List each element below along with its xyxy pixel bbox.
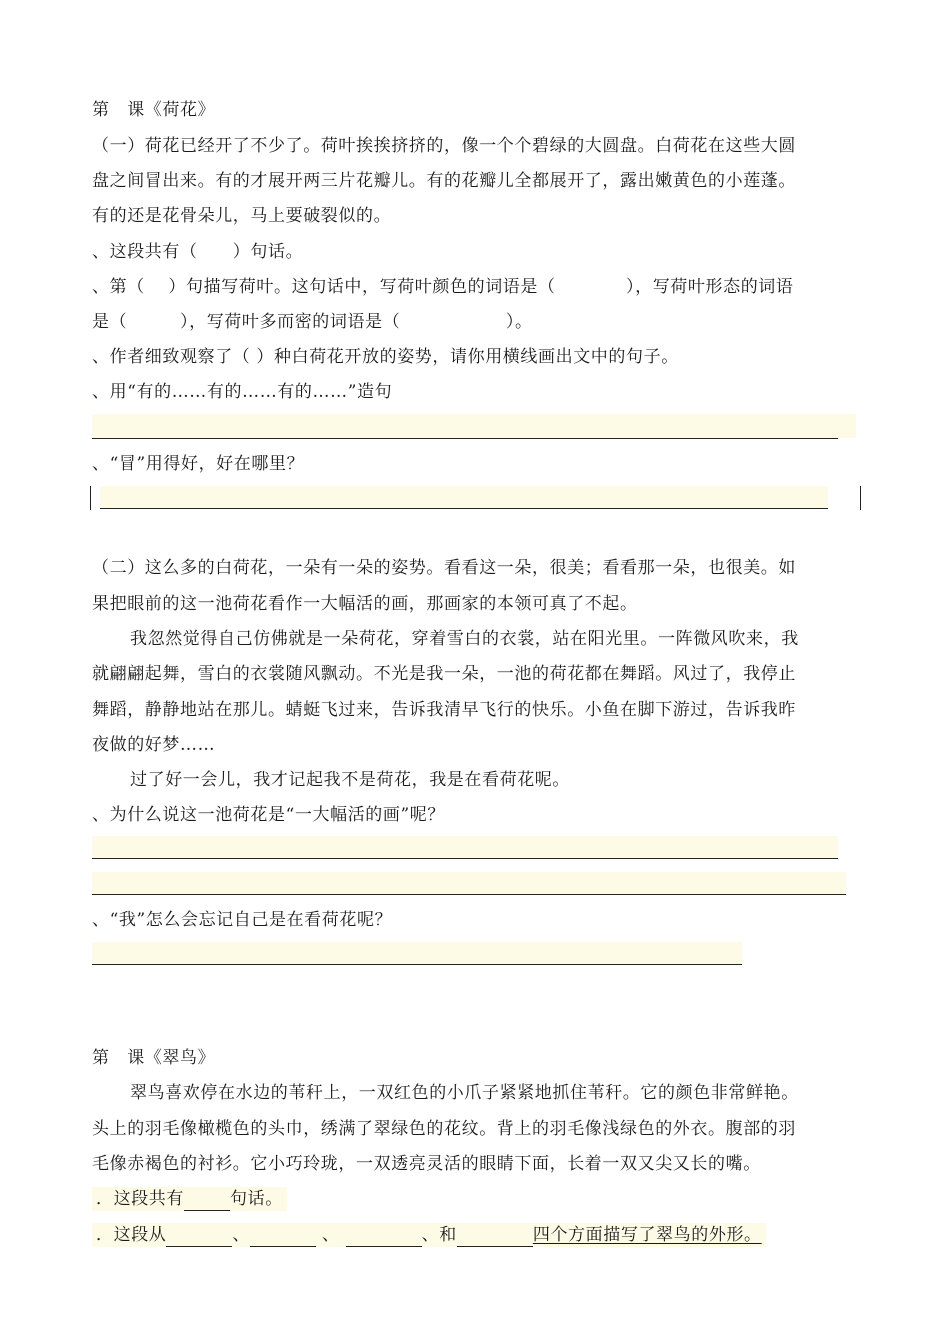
lesson1-title: 第 课《荷花》 [92,100,216,120]
passage1-line: 盘之间冒出来。有的才展开两三片花瓣儿。有的花瓣儿全都展开了，露出嫩黄色的小莲蓬。 [92,171,796,191]
passage3-line: 舞蹈，静静地站在那儿。蜻蜓飞过来，告诉我清早飞行的快乐。小鱼在脚下游过，告诉我昨 [92,700,796,720]
answer-line-q6b[interactable] [92,872,846,895]
margin-bar [860,486,861,510]
margin-bar [90,486,91,510]
lesson2-q2-box [92,1223,766,1247]
lesson2-q1-box [92,1187,287,1211]
q1-suffix: 句话。 [230,1189,283,1209]
lesson2-passage-line: 头上的羽毛像橄榄色的头巾，绣满了翠绿色的花纹。背上的羽毛像浅绿色的外衣。腹部的羽 [92,1119,796,1139]
q2-separator: 、 [232,1225,251,1245]
answer-line-q5[interactable] [100,486,828,509]
lesson2-passage-line: 毛像赤褐色的衬衫。它小巧玲珑，一双透亮灵活的眼睛下面，长着一双又尖又长的嘴。 [92,1154,761,1174]
question-2-line2: 是（ ），写荷叶多而密的词语是（ ）。 [92,312,533,332]
passage3-line: 我忽然觉得自己仿佛就是一朵荷花，穿着雪白的衣裳，站在阳光里。一阵微风吹来，我 [130,629,799,649]
passage3-line: 夜做的好梦…… [92,735,216,755]
passage2-line: （二）这么多的白荷花，一朵有一朵的姿势。看看这一朵，很美；看看那一朵，也很美。如 [92,558,796,578]
blank-aspect-4[interactable] [457,1228,533,1247]
answer-line-q6a[interactable] [92,836,838,859]
passage3-line: 就翩翩起舞，雪白的衣裳随风飘动。不光是我一朵，一池的荷花都在舞蹈。风过了，我停止 [92,664,796,684]
blank-sentence-count[interactable] [184,1192,230,1211]
passage1-line: （一）荷花已经开了不少了。荷叶挨挨挤挤的，像一个个碧绿的大圆盘。白荷花在这些大圆 [92,136,796,156]
lesson2-title: 第 课《翠鸟》 [92,1048,216,1068]
blank-aspect-1[interactable] [166,1228,232,1247]
answer-line-q4[interactable] [92,414,838,439]
q2-prefix: ．这段从 [96,1225,167,1245]
lesson2-passage-line: 翠鸟喜欢停在水边的苇秆上，一双红色的小爪子紧紧地抓住苇秆。它的颜色非常鲜艳。 [130,1083,799,1103]
question-5: 、“冒”用得好，好在哪里？ [92,454,305,474]
answer-line-q7[interactable] [92,942,742,965]
question-2-line1: 、第（ ）句描写荷叶。这句话中，写荷叶颜色的词语是（ ），写荷叶形态的词语 [92,277,794,297]
blank-aspect-3[interactable] [346,1228,422,1247]
q2-separator: 、和 [421,1225,457,1245]
blank-aspect-2[interactable] [250,1228,316,1247]
passage1-line: 有的还是花骨朵儿，马上要破裂似的。 [92,206,392,226]
lesson2-question-1 [92,1187,287,1211]
q1-prefix: ．这段共有 [96,1189,184,1209]
answer-fill-tail [838,414,856,438]
question-4: 、用“有的……有的……有的……”造句 [92,382,393,402]
passage4-line: 过了好一会儿，我才记起我不是荷花，我是在看荷花呢。 [130,770,570,790]
question-7: 、“我”怎么会忘记自己是在看荷花呢？ [92,910,393,930]
q2-suffix: 四个方面描写了翠鸟的外形。 [532,1225,762,1245]
question-1: 、这段共有（ ）句话。 [92,242,304,262]
q2-separator: 、 [322,1225,340,1245]
lesson2-question-2 [92,1223,766,1247]
question-3: 、作者细致观察了（ ）种白荷花开放的姿势，请你用横线画出文中的句子。 [92,347,679,367]
passage2-line: 果把眼前的这一池荷花看作一大幅活的画，那画家的本领可真了不起。 [92,594,638,614]
question-6: 、为什么说这一池荷花是“一大幅活的画”呢？ [92,805,445,825]
